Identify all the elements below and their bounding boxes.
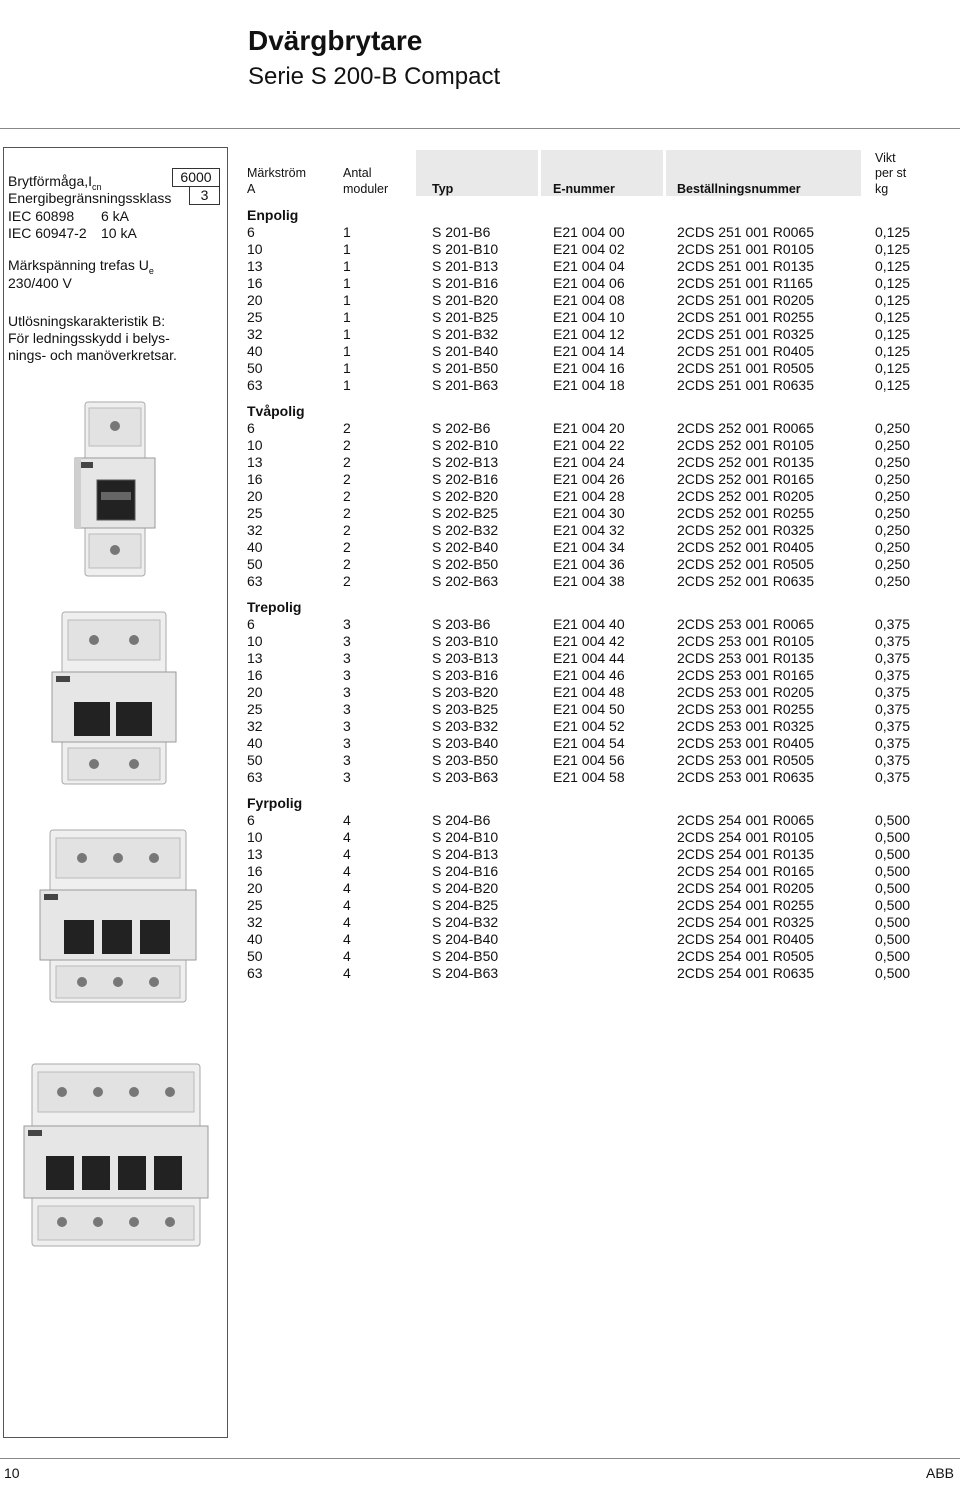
modules-cell: 1	[343, 224, 351, 240]
type-cell: S 203-B63	[432, 769, 499, 785]
enumber-cell: E21 004 06	[553, 275, 625, 291]
type-cell: S 201-B50	[432, 360, 499, 376]
order-number-cell: 2CDS 253 001 R0165	[677, 667, 814, 683]
order-number-cell: 2CDS 253 001 R0135	[677, 650, 814, 666]
weight-cell: 0,125	[875, 326, 911, 342]
order-number-cell: 2CDS 254 001 R0135	[677, 846, 814, 862]
current-cell: 40	[247, 931, 263, 947]
type-cell: S 204-B63	[432, 965, 499, 981]
order-number-cell: 2CDS 251 001 R0635	[677, 377, 814, 393]
weight-cell: 0,375	[875, 718, 911, 734]
modules-cell: 1	[343, 309, 351, 325]
current-cell: 63	[247, 769, 263, 785]
enumber-cell: E21 004 38	[553, 573, 625, 589]
modules-cell: 2	[343, 437, 351, 453]
current-cell: 40	[247, 343, 263, 359]
modules-cell: 1	[343, 343, 351, 359]
order-number-cell: 2CDS 253 001 R0635	[677, 769, 814, 785]
enumber-cell: E21 004 36	[553, 556, 625, 572]
enumber-cell: E21 004 20	[553, 420, 625, 436]
order-number-cell: 2CDS 252 001 R0165	[677, 471, 814, 487]
characteristic-line-2: För ledningsskydd i belys-	[8, 330, 170, 346]
enumber-cell: E21 004 48	[553, 684, 625, 700]
modules-cell: 3	[343, 650, 351, 666]
weight-cell: 0,125	[875, 258, 911, 274]
weight-cell: 0,125	[875, 292, 911, 308]
type-cell: S 203-B20	[432, 684, 499, 700]
group-title-enpolig: Enpolig	[247, 207, 299, 223]
enumber-cell: E21 004 32	[553, 522, 625, 538]
weight-cell: 0,375	[875, 684, 911, 700]
modules-cell: 3	[343, 701, 351, 717]
enumber-cell: E21 004 26	[553, 471, 625, 487]
modules-cell: 4	[343, 914, 351, 930]
weight-cell: 0,250	[875, 505, 911, 521]
weight-cell: 0,375	[875, 769, 911, 785]
weight-cell: 0,500	[875, 897, 911, 913]
modules-cell: 2	[343, 454, 351, 470]
current-cell: 10	[247, 829, 263, 845]
current-cell: 6	[247, 812, 255, 828]
current-cell: 13	[247, 258, 263, 274]
modules-cell: 4	[343, 846, 351, 862]
type-cell: S 203-B40	[432, 735, 499, 751]
page-number: 10	[4, 1465, 20, 1481]
modules-cell: 4	[343, 965, 351, 981]
enumber-cell: E21 004 42	[553, 633, 625, 649]
breaker-4-pole-image	[18, 1060, 213, 1250]
type-cell: S 202-B16	[432, 471, 499, 487]
modules-cell: 3	[343, 718, 351, 734]
weight-cell: 0,375	[875, 735, 911, 751]
enumber-cell: E21 004 52	[553, 718, 625, 734]
type-cell: S 201-B20	[432, 292, 499, 308]
breaker-1-pole-image	[67, 400, 167, 578]
modules-cell: 2	[343, 488, 351, 504]
modules-cell: 4	[343, 880, 351, 896]
header-weight-unit: kg	[875, 182, 889, 196]
modules-cell: 3	[343, 735, 351, 751]
current-cell: 50	[247, 360, 263, 376]
weight-cell: 0,500	[875, 812, 911, 828]
spec-sidebar	[3, 147, 228, 1438]
weight-cell: 0,125	[875, 309, 911, 325]
modules-cell: 4	[343, 863, 351, 879]
order-number-cell: 2CDS 254 001 R0065	[677, 812, 814, 828]
order-number-cell: 2CDS 252 001 R0065	[677, 420, 814, 436]
current-cell: 20	[247, 292, 263, 308]
weight-cell: 0,375	[875, 701, 911, 717]
order-number-cell: 2CDS 251 001 R0135	[677, 258, 814, 274]
type-cell: S 204-B6	[432, 812, 491, 828]
weight-cell: 0,125	[875, 224, 911, 240]
order-number-cell: 2CDS 251 001 R0205	[677, 292, 814, 308]
enumber-cell: E21 004 24	[553, 454, 625, 470]
group-title-tvapolig: Tvåpolig	[247, 403, 305, 419]
current-cell: 6	[247, 616, 255, 632]
modules-cell: 4	[343, 948, 351, 964]
enumber-cell: E21 004 18	[553, 377, 625, 393]
weight-cell: 0,250	[875, 454, 911, 470]
current-cell: 50	[247, 948, 263, 964]
enumber-cell: E21 004 40	[553, 616, 625, 632]
weight-cell: 0,375	[875, 633, 911, 649]
group-title-trepolig: Trepolig	[247, 599, 302, 615]
energy-class-value: 3	[189, 186, 220, 205]
order-number-cell: 2CDS 252 001 R0105	[677, 437, 814, 453]
current-cell: 25	[247, 897, 263, 913]
order-number-cell: 2CDS 254 001 R0255	[677, 897, 814, 913]
weight-cell: 0,250	[875, 471, 911, 487]
order-number-cell: 2CDS 251 001 R0255	[677, 309, 814, 325]
current-cell: 16	[247, 863, 263, 879]
weight-cell: 0,250	[875, 522, 911, 538]
modules-cell: 1	[343, 258, 351, 274]
current-cell: 32	[247, 326, 263, 342]
type-cell: S 201-B10	[432, 241, 499, 257]
modules-cell: 1	[343, 360, 351, 376]
current-cell: 20	[247, 488, 263, 504]
modules-cell: 2	[343, 505, 351, 521]
brand-logo: ABB	[926, 1465, 955, 1481]
current-cell: 50	[247, 556, 263, 572]
current-cell: 16	[247, 471, 263, 487]
order-number-cell: 2CDS 254 001 R0165	[677, 863, 814, 879]
weight-cell: 0,375	[875, 752, 911, 768]
current-cell: 25	[247, 701, 263, 717]
current-cell: 40	[247, 735, 263, 751]
current-cell: 10	[247, 633, 263, 649]
voltage-label: Märkspänning trefas $U_e$	[8, 257, 154, 276]
type-cell: S 201-B32	[432, 326, 499, 342]
current-cell: 13	[247, 846, 263, 862]
current-cell: 13	[247, 650, 263, 666]
weight-cell: 0,125	[875, 241, 911, 257]
order-number-cell: 2CDS 254 001 R0635	[677, 965, 814, 981]
enumber-cell: E21 004 08	[553, 292, 625, 308]
weight-cell: 0,500	[875, 829, 911, 845]
modules-cell: 3	[343, 752, 351, 768]
group-title-fyrpolig: Fyrpolig	[247, 795, 303, 811]
enumber-cell: E21 004 16	[553, 360, 625, 376]
current-cell: 16	[247, 275, 263, 291]
enumber-cell: E21 004 46	[553, 667, 625, 683]
bottom-divider	[0, 1458, 960, 1459]
type-cell: S 202-B50	[432, 556, 499, 572]
type-cell: S 203-B32	[432, 718, 499, 734]
page-title: Dvärgbrytare	[248, 25, 423, 56]
type-cell: S 204-B20	[432, 880, 499, 896]
header-modules: Antal	[343, 166, 372, 180]
type-cell: S 202-B20	[432, 488, 499, 504]
current-cell: 10	[247, 437, 263, 453]
type-cell: S 201-B40	[432, 343, 499, 359]
type-cell: S 204-B10	[432, 829, 499, 845]
modules-cell: 1	[343, 241, 351, 257]
current-cell: 20	[247, 684, 263, 700]
breaking-capacity-value: 6000	[172, 168, 220, 187]
weight-cell: 0,500	[875, 880, 911, 896]
type-cell: S 203-B50	[432, 752, 499, 768]
modules-cell: 1	[343, 275, 351, 291]
enumber-cell: E21 004 22	[553, 437, 625, 453]
current-cell: 10	[247, 241, 263, 257]
weight-cell: 0,250	[875, 420, 911, 436]
enumber-cell: E21 004 54	[553, 735, 625, 751]
order-number-cell: 2CDS 252 001 R0325	[677, 522, 814, 538]
weight-cell: 0,125	[875, 360, 911, 376]
modules-cell: 2	[343, 420, 351, 436]
type-cell: S 204-B16	[432, 863, 499, 879]
type-cell: S 202-B13	[432, 454, 499, 470]
modules-cell: 2	[343, 573, 351, 589]
enumber-cell: E21 004 04	[553, 258, 625, 274]
type-cell: S 201-B25	[432, 309, 499, 325]
header-weight: Vikt	[875, 151, 896, 165]
enumber-cell: E21 004 34	[553, 539, 625, 555]
order-number-cell: 2CDS 251 001 R0105	[677, 241, 814, 257]
type-cell: S 203-B10	[432, 633, 499, 649]
enumber-cell: E21 004 44	[553, 650, 625, 666]
order-number-cell: 2CDS 251 001 R1165	[677, 275, 813, 291]
header-modules-unit: moduler	[343, 182, 389, 196]
modules-cell: 4	[343, 931, 351, 947]
weight-cell: 0,500	[875, 948, 911, 964]
iec-60898-value: 6 kA	[101, 208, 130, 224]
current-cell: 40	[247, 539, 263, 555]
enumber-cell: E21 004 56	[553, 752, 625, 768]
modules-cell: 2	[343, 556, 351, 572]
order-number-cell: 2CDS 252 001 R0135	[677, 454, 814, 470]
page-subtitle: Serie S 200-B Compact	[248, 63, 501, 90]
iec-60898-label: IEC 60898	[8, 208, 75, 224]
type-cell: S 203-B16	[432, 667, 499, 683]
current-cell: 32	[247, 914, 263, 930]
modules-cell: 1	[343, 292, 351, 308]
header-weight-per: per st	[875, 166, 907, 180]
type-cell: S 202-B40	[432, 539, 499, 555]
modules-cell: 3	[343, 769, 351, 785]
current-cell: 13	[247, 454, 263, 470]
weight-cell: 0,500	[875, 931, 911, 947]
type-cell: S 202-B25	[432, 505, 499, 521]
weight-cell: 0,500	[875, 914, 911, 930]
order-number-cell: 2CDS 253 001 R0405	[677, 735, 814, 751]
energy-class-label: Energibegränsningssklass	[8, 190, 172, 206]
modules-cell: 4	[343, 829, 351, 845]
weight-cell: 0,125	[875, 377, 911, 393]
modules-cell: 1	[343, 326, 351, 342]
current-cell: 63	[247, 573, 263, 589]
breaking-capacity-label: $Brytförmåga,I_{cn}$	[8, 173, 102, 192]
current-cell: 6	[247, 420, 255, 436]
type-cell: S 204-B25	[432, 897, 499, 913]
weight-cell: 0,250	[875, 573, 911, 589]
header-current-unit: A	[247, 182, 256, 196]
weight-cell: 0,375	[875, 667, 911, 683]
order-number-cell: 2CDS 251 001 R0405	[677, 343, 814, 359]
type-cell: S 201-B6	[432, 224, 491, 240]
weight-cell: 0,250	[875, 437, 911, 453]
order-number-cell: 2CDS 253 001 R0205	[677, 684, 814, 700]
order-number-cell: 2CDS 251 001 R0325	[677, 326, 814, 342]
characteristic-line-3: nings- och manöverkretsar.	[8, 347, 177, 363]
current-cell: 32	[247, 522, 263, 538]
enumber-cell: E21 004 30	[553, 505, 625, 521]
weight-cell: 0,375	[875, 616, 911, 632]
modules-cell: 3	[343, 616, 351, 632]
enumber-cell: E21 004 12	[553, 326, 625, 342]
current-cell: 16	[247, 667, 263, 683]
characteristic-line-1: Utlösningskarakteristik B:	[8, 313, 166, 329]
type-cell: S 204-B40	[432, 931, 499, 947]
breaker-2-pole-image	[44, 608, 184, 788]
voltage-value: 230/400 V	[8, 275, 72, 291]
header-order-number: Beställningsnummer	[677, 182, 801, 196]
type-cell: S 203-B13	[432, 650, 499, 666]
modules-cell: 3	[343, 633, 351, 649]
type-cell: S 203-B25	[432, 701, 499, 717]
enumber-cell: E21 004 58	[553, 769, 625, 785]
order-number-cell: 2CDS 252 001 R0635	[677, 573, 814, 589]
order-number-cell: 2CDS 253 001 R0325	[677, 718, 814, 734]
current-cell: 20	[247, 880, 263, 896]
header-type: Typ	[432, 182, 454, 196]
weight-cell: 0,375	[875, 650, 911, 666]
current-cell: 63	[247, 965, 263, 981]
type-cell: S 202-B6	[432, 420, 491, 436]
current-cell: 32	[247, 718, 263, 734]
modules-cell: 3	[343, 667, 351, 683]
type-cell: S 202-B10	[432, 437, 499, 453]
header-current: Märkström	[247, 166, 307, 180]
order-number-cell: 2CDS 254 001 R0205	[677, 880, 814, 896]
type-cell: S 204-B50	[432, 948, 499, 964]
enumber-cell: E21 004 50	[553, 701, 625, 717]
modules-cell: 4	[343, 897, 351, 913]
type-cell: S 204-B13	[432, 846, 499, 862]
weight-cell: 0,125	[875, 275, 911, 291]
type-cell: S 202-B32	[432, 522, 499, 538]
order-number-cell: 2CDS 254 001 R0505	[677, 948, 814, 964]
order-number-cell: 2CDS 253 001 R0105	[677, 633, 814, 649]
header-enumber: E-nummer	[553, 182, 615, 196]
order-number-cell: 2CDS 252 001 R0255	[677, 505, 814, 521]
current-cell: 63	[247, 377, 263, 393]
enumber-cell: E21 004 00	[553, 224, 625, 240]
modules-cell: 2	[343, 539, 351, 555]
weight-cell: 0,500	[875, 846, 911, 862]
iec-60947-label: IEC 60947-2	[8, 225, 87, 241]
order-number-cell: 2CDS 252 001 R0205	[677, 488, 814, 504]
order-number-cell: 2CDS 251 001 R0065	[677, 224, 814, 240]
weight-cell: 0,250	[875, 539, 911, 555]
type-cell: S 204-B32	[432, 914, 499, 930]
order-number-cell: 2CDS 252 001 R0505	[677, 556, 814, 572]
order-number-cell: 2CDS 251 001 R0505	[677, 360, 814, 376]
order-number-cell: 2CDS 254 001 R0325	[677, 914, 814, 930]
current-cell: 25	[247, 505, 263, 521]
order-number-cell: 2CDS 253 001 R0505	[677, 752, 814, 768]
enumber-cell: E21 004 10	[553, 309, 625, 325]
enumber-cell: E21 004 14	[553, 343, 625, 359]
current-cell: 6	[247, 224, 255, 240]
weight-cell: 0,500	[875, 965, 911, 981]
type-cell: S 201-B16	[432, 275, 499, 291]
iec-60947-value: 10 kA	[101, 225, 137, 241]
top-divider	[0, 128, 960, 129]
breaker-3-pole-image	[32, 826, 202, 1006]
order-number-cell: 2CDS 252 001 R0405	[677, 539, 814, 555]
weight-cell: 0,250	[875, 488, 911, 504]
modules-cell: 2	[343, 522, 351, 538]
weight-cell: 0,500	[875, 863, 911, 879]
order-number-cell: 2CDS 253 001 R0065	[677, 616, 814, 632]
order-number-cell: 2CDS 253 001 R0255	[677, 701, 814, 717]
current-cell: 50	[247, 752, 263, 768]
order-number-cell: 2CDS 254 001 R0105	[677, 829, 814, 845]
type-cell: S 201-B63	[432, 377, 499, 393]
enumber-cell: E21 004 02	[553, 241, 625, 257]
type-cell: S 202-B63	[432, 573, 499, 589]
order-number-cell: 2CDS 254 001 R0405	[677, 931, 814, 947]
modules-cell: 3	[343, 684, 351, 700]
modules-cell: 1	[343, 377, 351, 393]
current-cell: 25	[247, 309, 263, 325]
weight-cell: 0,125	[875, 343, 911, 359]
modules-cell: 2	[343, 471, 351, 487]
type-cell: S 201-B13	[432, 258, 499, 274]
weight-cell: 0,250	[875, 556, 911, 572]
modules-cell: 4	[343, 812, 351, 828]
enumber-cell: E21 004 28	[553, 488, 625, 504]
type-cell: S 203-B6	[432, 616, 491, 632]
